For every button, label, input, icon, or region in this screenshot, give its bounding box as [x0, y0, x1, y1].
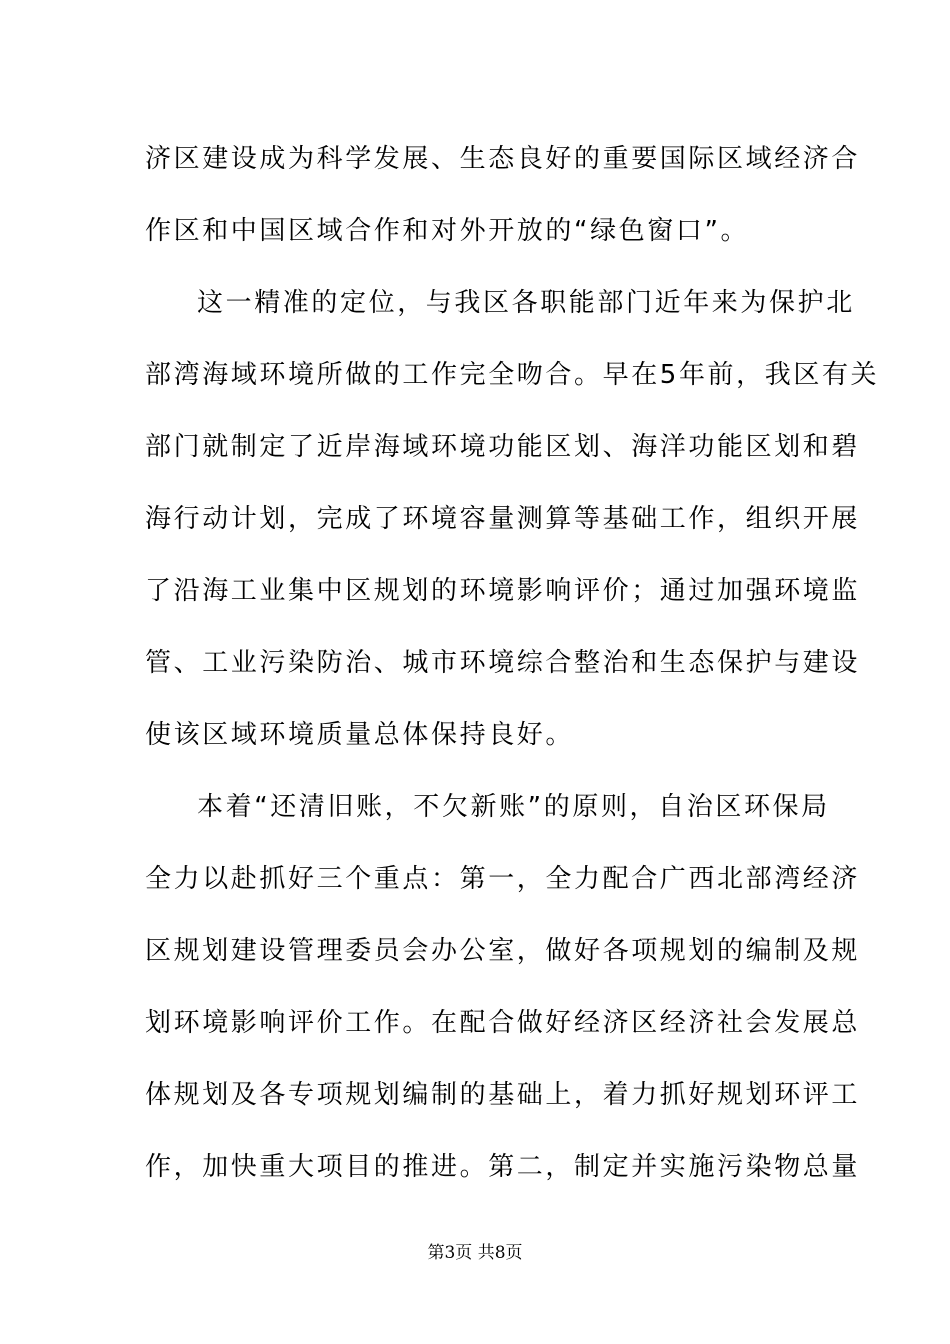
- text-line: 部湾海域环境所做的工作完全吻合。早在5年前，我区有关: [145, 360, 880, 390]
- text-line: 全力以赴抓好三个重点：第一，全力配合广西北部湾经济: [145, 864, 861, 894]
- text-line: 使该区域环境质量总体保持良好。: [145, 720, 575, 750]
- text-line: 部门就制定了近岸海域环境功能区划、海洋功能区划和碧: [145, 432, 861, 462]
- text-line: 管、工业污染防治、城市环境综合整治和生态保护与建设: [145, 648, 861, 678]
- page-footer: 第3页 共8页: [427, 1243, 523, 1263]
- text-line: 体规划及各专项规划编制的基础上，着力抓好规划环评工: [145, 1080, 861, 1110]
- text-line: 这一精准的定位，与我区各职能部门近年来为保护北: [197, 288, 855, 318]
- text-line: 海行动计划，完成了环境容量测算等基础工作，组织开展: [145, 504, 861, 534]
- text-line: 了沿海工业集中区规划的环境影响评价；通过加强环境监: [145, 576, 861, 606]
- text-line: 作，加快重大项目的推进。第二，制定并实施污染物总量: [145, 1152, 861, 1182]
- text-line: 划环境影响评价工作。在配合做好经济区经济社会发展总: [145, 1008, 861, 1038]
- text-line: 作区和中国区域合作和对外开放的“绿色窗口”。: [145, 216, 750, 246]
- text-line: 本着“还清旧账，不欠新账”的原则，自治区环保局: [197, 792, 830, 822]
- text-line: 区规划建设管理委员会办公室，做好各项规划的编制及规: [145, 936, 861, 966]
- text-line: 济区建设成为科学发展、生态良好的重要国际区域经济合: [145, 144, 861, 174]
